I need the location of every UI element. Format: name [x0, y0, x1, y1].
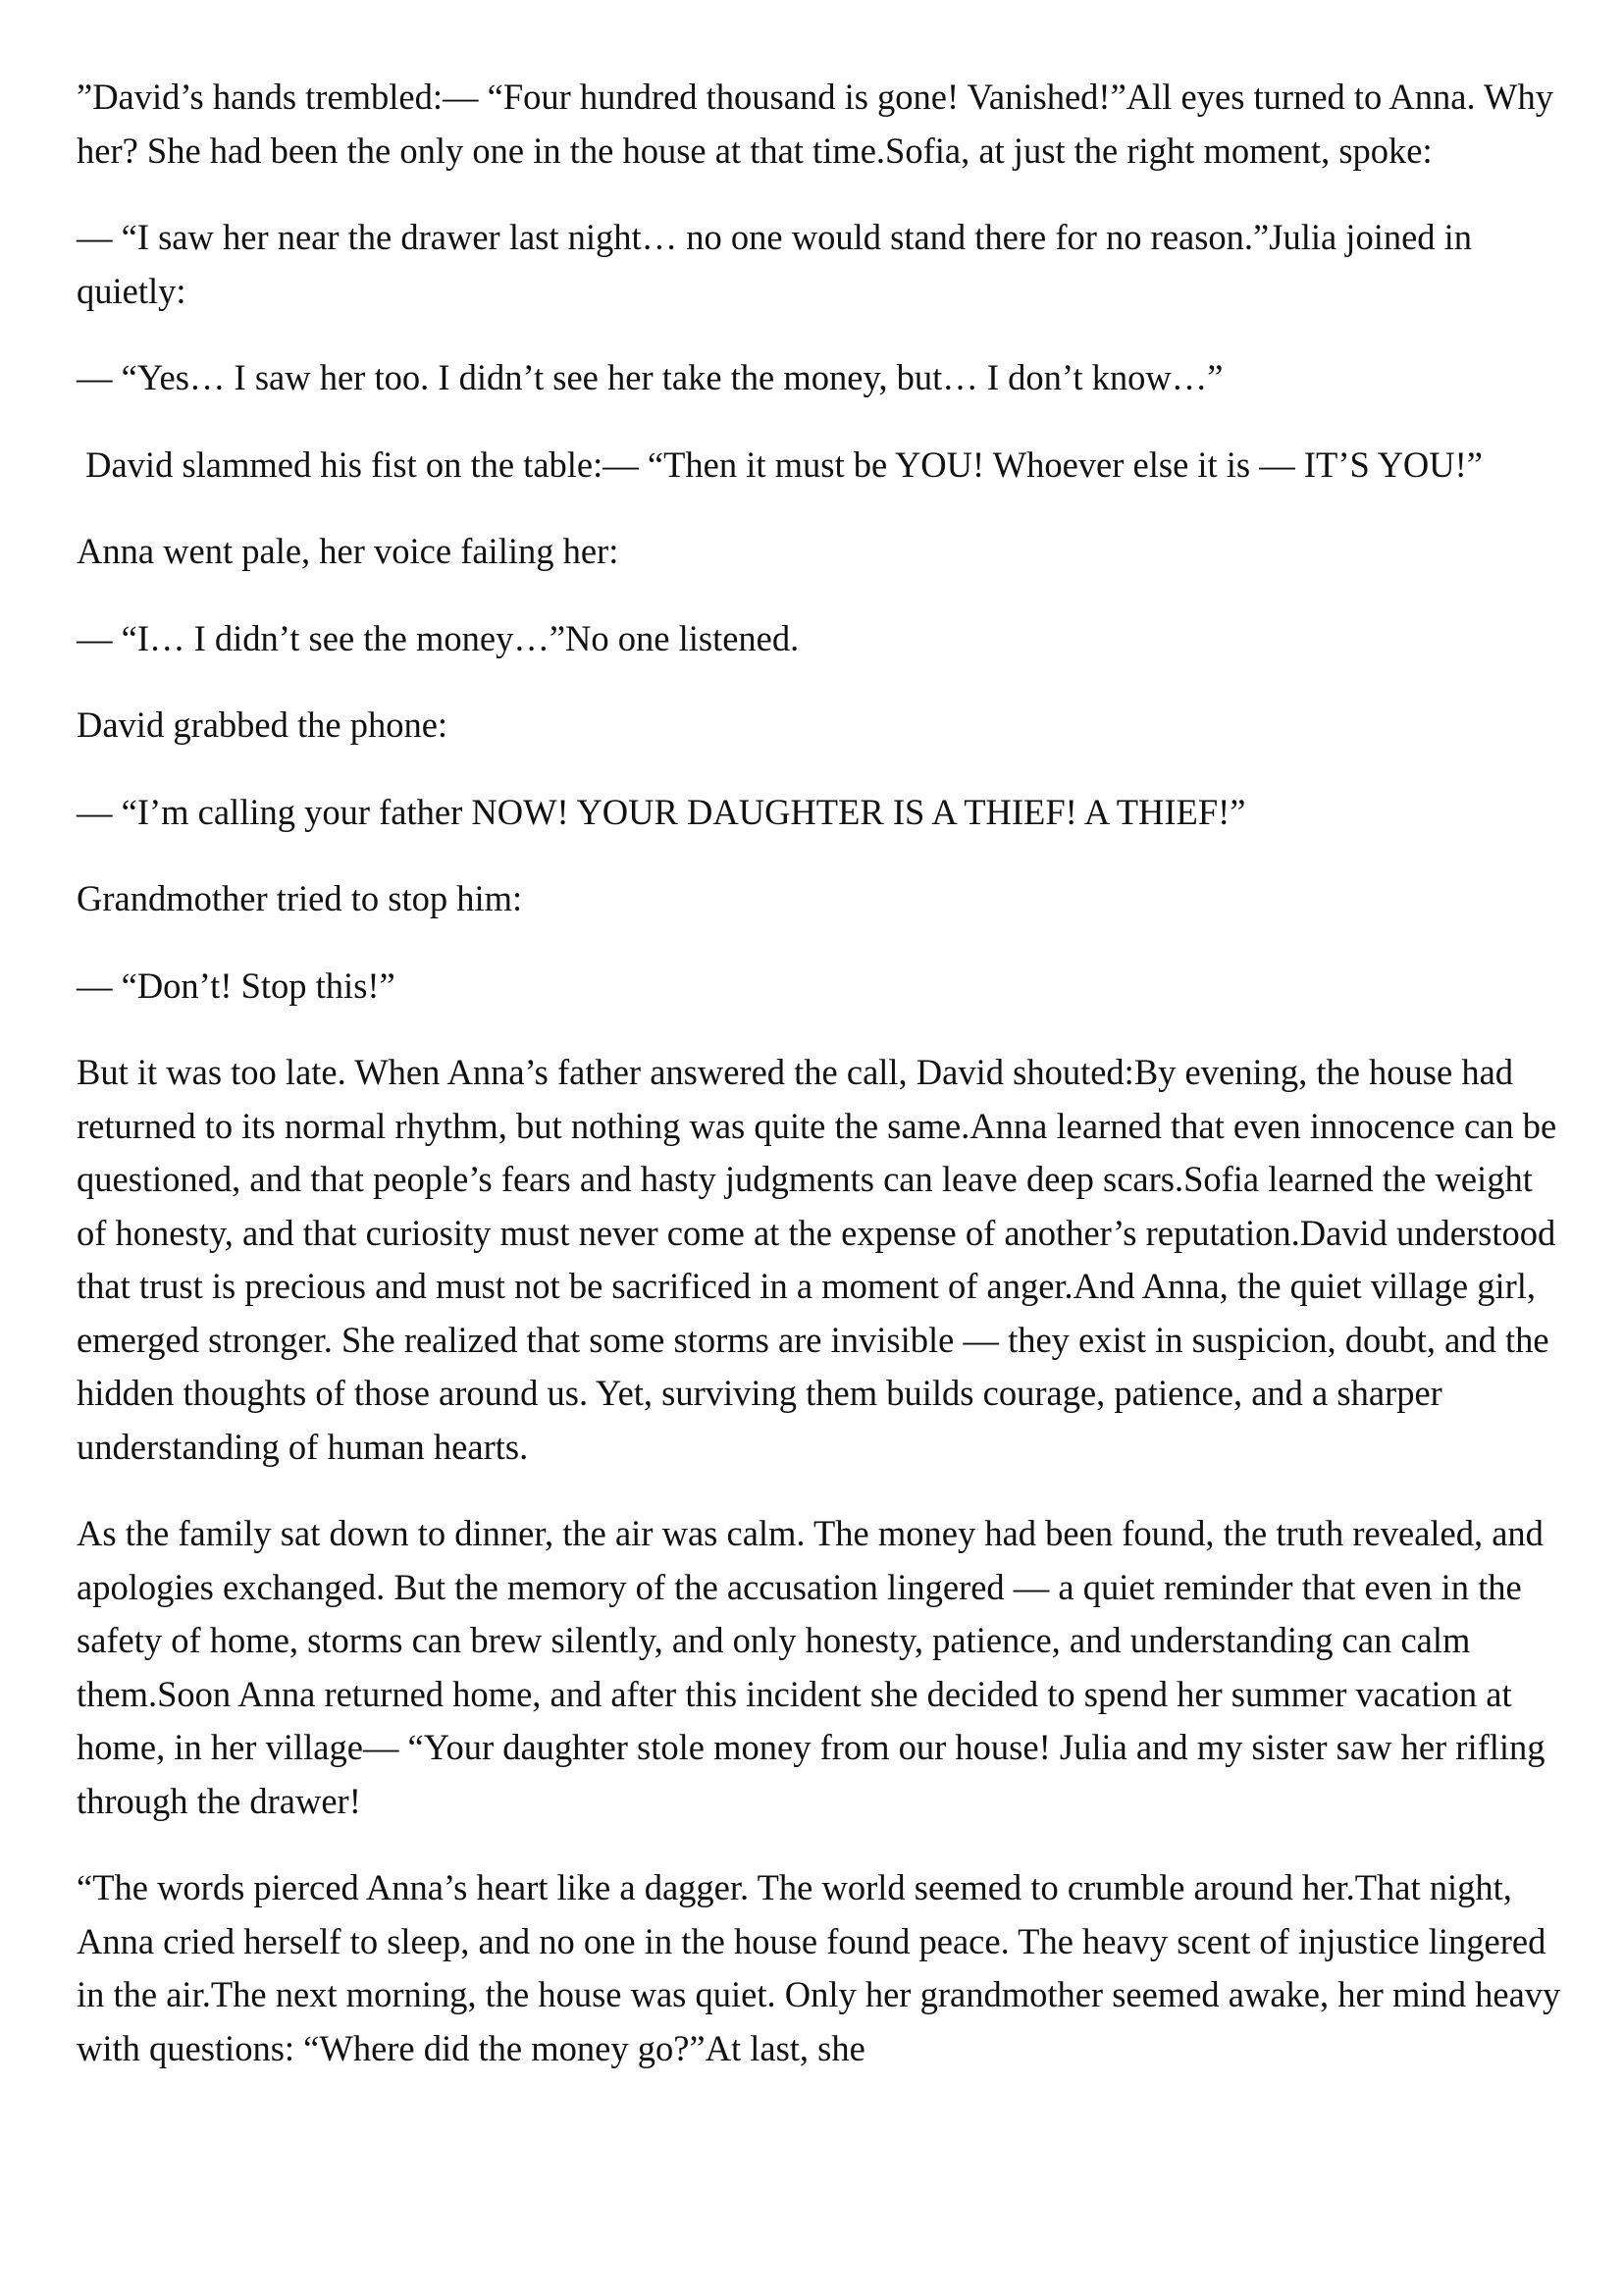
- paragraph-8: — “I’m calling your father NOW! YOUR DAUGHTER IS A THIEF! A THIEF!”: [77, 791, 1246, 832]
- paragraph-3: — “Yes… I saw her too. I didn’t see her take the money, but… I don’t know…”: [77, 357, 1224, 397]
- paragraph-5: Anna went pale, her voice failing her:: [77, 531, 619, 571]
- paragraph-4: David slammed his fist on the table:— “Then it must be YOU! Whoever else it is — IT’S YOU!”: [77, 443, 1483, 485]
- paragraph-7: David grabbed the phone:: [77, 704, 448, 745]
- paragraph-6: — “I… I didn’t see the money…”No one listened.: [77, 617, 800, 658]
- paragraph-10: — “Don’t! Stop this!”: [77, 965, 395, 1006]
- paragraph-9: Grandmother tried to stop him:: [77, 878, 523, 918]
- paragraph-13: “The words pierced Anna’s heart like a dagger. The world seemed to crumble around her.That night, Anna cried herself to sleep, and no one in the house found peace. The heavy scent of injustice lingered in the air.The next morning, the house was quiet. Only her grandmother seemed awake, her mind heavy with questions: “Where did the money go?”At last, she: [77, 1867, 1561, 2068]
- paragraph-12: As the family sat down to dinner, the air was calm. The money had been found, the truth revealed, and apologies exchanged. But the memory of the accusation lingered — a quiet reminder that even in the safety of home, storms can brew silently, and only honesty, patience, and understanding can calm them.Soon Anna returned home, and after this incident she decided to spend her summer vacation at home, in her village— “Your daughter stole money from our house! Julia and my sister saw her rifling through the drawer!: [77, 1513, 1545, 1821]
- paragraph-2: — “I saw her near the drawer last night… no one would stand there for no reason.”Julia joined in quietly:: [77, 217, 1473, 311]
- paragraph-1: ”David’s hands trembled:— “Four hundred thousand is gone! Vanished!”All eyes turned to Anna. Why her? She had been the only one in the house at that time.Sofia, at just the right moment, spoke:: [77, 77, 1554, 171]
- document-page: [77, 71, 1568, 2109]
- paragraph-11: But it was too late. When Anna’s father answered the call, David shouted:By evening, the house had returned to its normal rhythm, but nothing was quite the same.Anna learned that even innocence can be questioned, and that people’s fears and hasty judgments can leave deep scars.Sofia learned the weight of honesty, and that curiosity must never come at the expense of another’s reputation.David understood that trust is precious and must not be sacrificed in a moment of anger.And Anna, the quiet village girl, emerged stronger. She realized that some storms are invisible — they exist in suspicion, doubt, and the hidden thoughts of those around us. Yet, surviving them builds courage, patience, and a sharper understanding of human hearts.: [77, 1052, 1557, 1467]
